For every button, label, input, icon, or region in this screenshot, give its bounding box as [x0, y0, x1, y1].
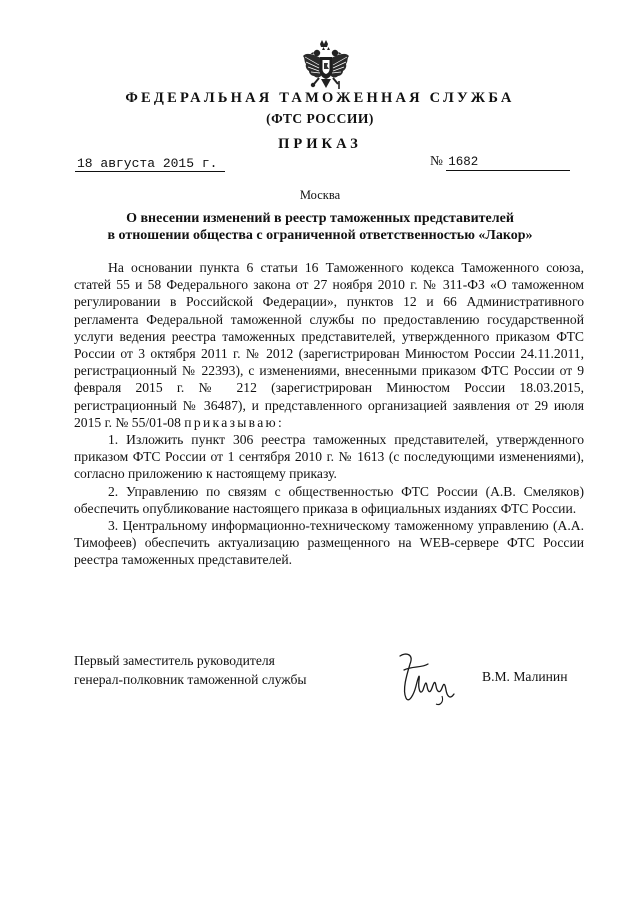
order-number: 1682: [446, 154, 570, 171]
order-title: [0, 210, 640, 244]
order-word: приказываю:: [184, 414, 285, 430]
agency-short-name: (ФТС РОССИИ): [266, 111, 374, 126]
position-line: Первый заместитель руководителя: [74, 653, 275, 668]
signatory-name: В.М. Малинин: [482, 669, 568, 684]
order-item-2: 2. Управлению по связям с общественностью ФТС России (А.В. Смеляков) обеспечить опубликование настоящего приказа в официальных изданиях ФТС России.: [74, 483, 584, 516]
document-type: ПРИКАЗ: [278, 136, 362, 152]
number-sign: №: [430, 153, 443, 168]
order-item-3: 3. Центральному информационно-техническому таможенному управлению (А.А. Тимофеев) обеспечить актуализацию размещенного на WEB-сервере ФТС России реестра таможенных представителей.: [74, 518, 584, 568]
preamble-paragraph: [74, 259, 584, 431]
agency-name: ФЕДЕРАЛЬНАЯ ТАМОЖЕННАЯ СЛУЖБА: [125, 90, 515, 106]
order-item-1: 1. Изложить пункт 306 реестра таможенных представителей, утвержденного приказом ФТС России от 1 сентября 2010 г. № 1613 (с последующими изменениями), согласно приложению к настоящему приказу.: [74, 432, 584, 482]
order-number-field: [430, 153, 580, 171]
order-date: 18 августа 2015 г.: [75, 156, 225, 172]
order-title-line: в отношении общества с ограниченной ответственностью «Лакор»: [107, 228, 533, 243]
handwritten-signature-icon: [392, 650, 466, 708]
issue-city: Москва: [299, 188, 341, 202]
position-line: генерал-полковник таможенной службы: [74, 672, 307, 687]
signatory-position: [74, 651, 307, 689]
double-headed-eagle-icon: [301, 38, 351, 94]
order-body: [74, 259, 584, 569]
order-title-line: О внесении изменений в реестр таможенных представителей: [126, 211, 514, 226]
preamble-text: На основании пункта 6 статьи 16 Таможенного кодекса Таможенного союза, статей 55 и 58 Федерального закона от 27 ноября 2010 г. № 311-ФЗ «О таможенном регулировании в Российской Федерации», пунктов 12 и 66 Административного регламента Федеральной таможенной службы по предоставлению государственной услуги ведения реестра таможенных представителей, утвержденного приказом ФТС России от 3 октября 2011 г. № 2012 (зарегистрирован Минюстом России 24.11.2011, регистрационный № 22393), с изменениями, внесенными приказом ФТС России от 9 февраля 2015 г. № 212 (зарегистрирован Минюстом России 18.03.2015, регистрационный № 36487), и представленного организацией заявления от 29 июля 2015 г. № 55/01-08: [74, 260, 584, 430]
